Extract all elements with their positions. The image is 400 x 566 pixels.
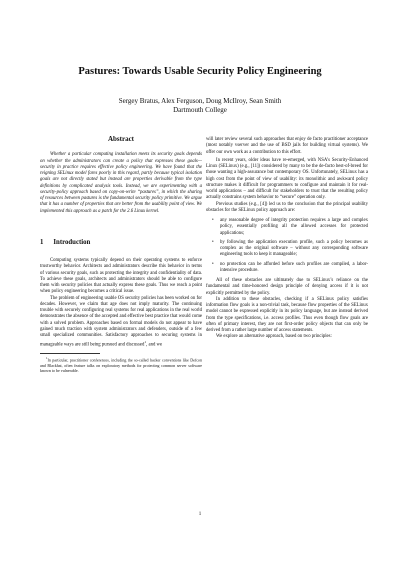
right-paragraph-3: Previous studies (e.g., [4]) led us to the conclusion that the principal usability obstacles for the SELinux policy approach are: bbox=[206, 201, 368, 213]
list-item: • no protection can be afforded before such profiles are compiled, a labor-intensive procedure. bbox=[220, 262, 368, 275]
right-paragraph-1: will later review several such approaches that enjoy de facto practitioner acceptance (most notably vserver and the use of BSD jails for building virtual systems). We offer our own work as a contribution to this effort. bbox=[206, 137, 368, 155]
obstacle-list bbox=[206, 218, 368, 274]
intro-paragraph-2-tail: , and we bbox=[146, 342, 163, 348]
footnote-number: 1 bbox=[46, 356, 48, 361]
right-paragraph-5: In addition to these obstacles, checking if a SELinux policy satisfies information flow goals is a non-trivial task, because flow properties of the SELinux model cannot be expressed explicitly in its policy language, but are instead derived from the type specifications, i.e. access profiles. Thus even though flow goals are often of primary interest, they are not first-order policy objects that can only be derived from a rather large number of access statements. bbox=[206, 296, 368, 333]
footnote bbox=[40, 356, 202, 373]
intro-paragraph-2-text: The problem of engineering usable OS security policies has been worked on for decades. However, we claim that age does not imply maturity. The continuing trouble with securely configuring real systems for real applications in the real world demonstrates the absence of the accepted and effective best practice that would come with a solved problem. Approaches based on formal models do not appear to have gained much traction with system administrators and defenders, outside of a few small specialized communities. Satisfactory approaches to securing systems in manageable ways are still being pursued and discussed bbox=[40, 295, 202, 348]
list-item: • by following the application execution profile, such a policy becomes as complex as the original software – without any corresponding software engineering tools to keep it manageable; bbox=[220, 240, 368, 259]
right-paragraph-6: We explore an alternative approach, based on two principles: bbox=[216, 334, 332, 340]
section-title: Introduction bbox=[53, 238, 91, 246]
footnote-rule bbox=[40, 353, 100, 354]
author-block bbox=[0, 97, 400, 115]
paper-title: Pastures: Towards Usable Security Policy Engineering bbox=[78, 66, 322, 77]
page-number: 1 bbox=[198, 512, 202, 517]
footnote-marker: 1 bbox=[144, 340, 147, 345]
abstract-text: Whether a particular computing installation meets its security goals depends on whether the administrators can create a policy that expresses these goals—security in practice requires effective policy engineering. We have found that the reigning SELinux model fares poorly in this regard, partly because typical isolation goals are not directly stated but instead are properties derivable from the type definitions by complicated analysis tools. Instead, we are experimenting with a security-policy approach based on copy-on-write “pastures”, in which the sharing of resources between pastures is the fundamental security policy primitive. We argue that it has a number of properties that are better from the usability point of view. We implemented this approach as a patch for the 2.6 Linux kernel. bbox=[40, 152, 202, 214]
affiliation: Dartmouth College bbox=[173, 106, 227, 114]
footnote-text: In particular, practitioner conferences, including the so-called hacker conventions like Defcon and Blackhat, often feature talks on exploratory methods for protecting common server software known to be vulnerable. bbox=[40, 357, 202, 373]
abstract-heading: Abstract bbox=[107, 135, 135, 143]
left-column bbox=[40, 136, 202, 373]
section-number: 1 bbox=[40, 238, 44, 246]
intro-paragraph-1: Computing systems typically depend on their operating systems to enforce trustworthy behavior. Architects and administrators describe this behavior in terms of various security goals, such as protecting the integrity and confidentiality of data. To achieve these goals, architects and administrators should be able to configure them with security policies that actually express these goals. Thus we reach a point when policy engineering becomes a critical issue. bbox=[40, 258, 202, 295]
right-column bbox=[206, 137, 368, 341]
list-item: • any reasonable degree of integrity protection requires a large and complex policy, essentially profiling all the allowed accesses for protected applications; bbox=[220, 218, 368, 237]
intro-paragraph-2 bbox=[40, 296, 202, 350]
right-paragraph-4: All of these obstacles are ultimately due to SELinux’s reliance on the fundamental and time-honored design principle of denying access if it is not explicitly permitted by the policy. bbox=[206, 278, 368, 296]
section-heading-introduction bbox=[40, 240, 202, 246]
author-list: Sergey Bratus, Alex Ferguson, Doug McIlroy, Sean Smith bbox=[118, 97, 282, 105]
right-paragraph-2: In recent years, older ideas have re-emerged, with NSA’s Security-Enhanced Linux (SELinux) (e.g., [11]) considered by many to be the de-facto best-of-breed for those wanting a high-assurance but contemporary OS. Unfortunately, SELinux has a high cost from the point of view of usability: its monolithic and awkward policy structure makes it difficult for programmers to configure and maintain it for real-world applications – and difficult for stakeholders to trust that the resulting policy actually constrains system behavior to “secure” operation only. bbox=[206, 157, 368, 201]
